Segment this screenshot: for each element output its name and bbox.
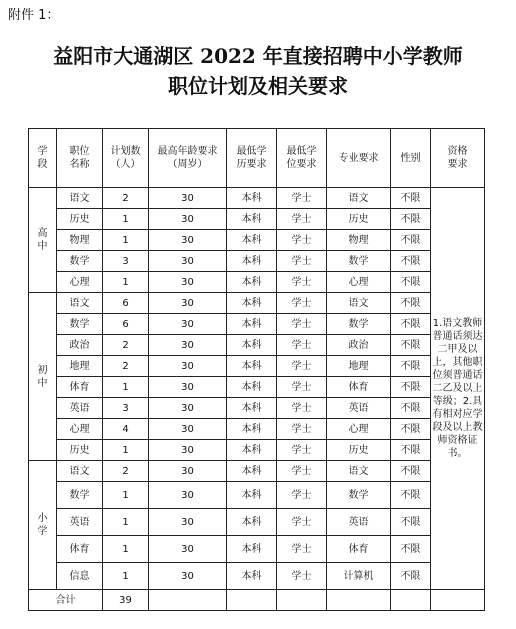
cell-age: 30 bbox=[149, 398, 227, 419]
header-min-education: 最低学 历要求 bbox=[227, 129, 277, 188]
table-row bbox=[29, 419, 485, 440]
header-min-degree: 最低学 位要求 bbox=[277, 129, 327, 188]
cell-position: 语文 bbox=[57, 461, 103, 482]
cell-age: 30 bbox=[149, 482, 227, 509]
table-row bbox=[29, 314, 485, 335]
header-row bbox=[29, 129, 485, 188]
table-row bbox=[29, 293, 485, 314]
total-value: 39 bbox=[103, 590, 149, 611]
total-empty-cell bbox=[227, 590, 277, 611]
page-subtitle: 职位计划及相关要求 bbox=[168, 74, 348, 98]
cell-gender: 不限 bbox=[391, 377, 431, 398]
cell-age: 30 bbox=[149, 335, 227, 356]
cell-quota: 2 bbox=[103, 188, 149, 209]
cell-quota: 4 bbox=[103, 419, 149, 440]
header-max-age: 最高年龄要求 （周岁） bbox=[149, 129, 227, 188]
cell-quota: 6 bbox=[103, 314, 149, 335]
table-row bbox=[29, 251, 485, 272]
cell-quota: 1 bbox=[103, 536, 149, 563]
cell-major: 计算机 bbox=[327, 563, 391, 590]
recruitment-plan-table bbox=[28, 128, 485, 611]
cell-gender: 不限 bbox=[391, 419, 431, 440]
cell-age: 30 bbox=[149, 314, 227, 335]
cell-degree: 学士 bbox=[277, 536, 327, 563]
cell-education: 本科 bbox=[227, 230, 277, 251]
cell-quota: 3 bbox=[103, 251, 149, 272]
cell-gender: 不限 bbox=[391, 509, 431, 536]
cell-quota: 6 bbox=[103, 293, 149, 314]
header-gender: 性别 bbox=[391, 129, 431, 188]
cell-education: 本科 bbox=[227, 335, 277, 356]
cell-gender: 不限 bbox=[391, 356, 431, 377]
cell-gender: 不限 bbox=[391, 563, 431, 590]
cell-major: 心理 bbox=[327, 272, 391, 293]
cell-degree: 学士 bbox=[277, 563, 327, 590]
total-empty-cell bbox=[391, 590, 431, 611]
cell-position: 心理 bbox=[57, 272, 103, 293]
cell-gender: 不限 bbox=[391, 440, 431, 461]
cell-major: 数学 bbox=[327, 314, 391, 335]
cell-age: 30 bbox=[149, 188, 227, 209]
cell-major: 体育 bbox=[327, 377, 391, 398]
cell-quota: 1 bbox=[103, 272, 149, 293]
table-row bbox=[29, 272, 485, 293]
cell-age: 30 bbox=[149, 461, 227, 482]
cell-gender: 不限 bbox=[391, 209, 431, 230]
header-position: 职位 名称 bbox=[57, 129, 103, 188]
cell-position: 语文 bbox=[57, 293, 103, 314]
section-primary-school: 小 学 bbox=[29, 461, 57, 590]
cell-degree: 学士 bbox=[277, 230, 327, 251]
cell-major: 语文 bbox=[327, 461, 391, 482]
cell-age: 30 bbox=[149, 356, 227, 377]
cell-position: 历史 bbox=[57, 209, 103, 230]
cell-gender: 不限 bbox=[391, 398, 431, 419]
cell-gender: 不限 bbox=[391, 536, 431, 563]
total-label: 合计 bbox=[29, 590, 103, 611]
cell-degree: 学士 bbox=[277, 293, 327, 314]
cell-gender: 不限 bbox=[391, 188, 431, 209]
cell-education: 本科 bbox=[227, 314, 277, 335]
cell-education: 本科 bbox=[227, 356, 277, 377]
cell-gender: 不限 bbox=[391, 251, 431, 272]
cell-quota: 1 bbox=[103, 563, 149, 590]
cell-major: 语文 bbox=[327, 293, 391, 314]
cell-degree: 学士 bbox=[277, 356, 327, 377]
cell-gender: 不限 bbox=[391, 482, 431, 509]
cell-age: 30 bbox=[149, 536, 227, 563]
cell-education: 本科 bbox=[227, 536, 277, 563]
table-row bbox=[29, 188, 485, 209]
cell-degree: 学士 bbox=[277, 398, 327, 419]
total-empty-cell bbox=[149, 590, 227, 611]
table-row bbox=[29, 461, 485, 482]
cell-degree: 学士 bbox=[277, 188, 327, 209]
table-row bbox=[29, 335, 485, 356]
cell-quota: 1 bbox=[103, 482, 149, 509]
total-empty-cell bbox=[327, 590, 391, 611]
table-row bbox=[29, 563, 485, 590]
cell-degree: 学士 bbox=[277, 209, 327, 230]
cell-major: 物理 bbox=[327, 230, 391, 251]
cell-education: 本科 bbox=[227, 251, 277, 272]
cell-degree: 学士 bbox=[277, 377, 327, 398]
section-middle-school: 初 中 bbox=[29, 293, 57, 461]
header-section: 学 段 bbox=[29, 129, 57, 188]
cell-major: 英语 bbox=[327, 509, 391, 536]
cell-gender: 不限 bbox=[391, 272, 431, 293]
table-row bbox=[29, 536, 485, 563]
table-row bbox=[29, 356, 485, 377]
cell-age: 30 bbox=[149, 563, 227, 590]
cell-position: 英语 bbox=[57, 509, 103, 536]
cell-education: 本科 bbox=[227, 293, 277, 314]
table-row bbox=[29, 509, 485, 536]
cell-education: 本科 bbox=[227, 509, 277, 536]
table-row bbox=[29, 440, 485, 461]
total-row bbox=[29, 590, 485, 611]
cell-age: 30 bbox=[149, 293, 227, 314]
cell-position: 数学 bbox=[57, 482, 103, 509]
cell-quota: 3 bbox=[103, 398, 149, 419]
cell-quota: 2 bbox=[103, 461, 149, 482]
cell-education: 本科 bbox=[227, 440, 277, 461]
cell-age: 30 bbox=[149, 209, 227, 230]
cell-gender: 不限 bbox=[391, 230, 431, 251]
total-empty-cell bbox=[277, 590, 327, 611]
cell-gender: 不限 bbox=[391, 461, 431, 482]
cell-degree: 学士 bbox=[277, 335, 327, 356]
cell-degree: 学士 bbox=[277, 509, 327, 536]
cell-degree: 学士 bbox=[277, 482, 327, 509]
cell-position: 心理 bbox=[57, 419, 103, 440]
cell-major: 政治 bbox=[327, 335, 391, 356]
cell-quota: 2 bbox=[103, 356, 149, 377]
cell-position: 政治 bbox=[57, 335, 103, 356]
section-high-school: 高 中 bbox=[29, 188, 57, 293]
cell-quota: 1 bbox=[103, 509, 149, 536]
cell-education: 本科 bbox=[227, 209, 277, 230]
total-empty-cell bbox=[431, 590, 485, 611]
cell-education: 本科 bbox=[227, 188, 277, 209]
cell-major: 数学 bbox=[327, 251, 391, 272]
cell-education: 本科 bbox=[227, 563, 277, 590]
page-title: 益阳市大通湖区 2022 年直接招聘中小学教师 bbox=[53, 44, 463, 68]
cell-education: 本科 bbox=[227, 272, 277, 293]
header-qualification: 资格 要求 bbox=[431, 129, 485, 188]
cell-age: 30 bbox=[149, 419, 227, 440]
table-row bbox=[29, 482, 485, 509]
cell-age: 30 bbox=[149, 251, 227, 272]
cell-position: 信息 bbox=[57, 563, 103, 590]
cell-major: 历史 bbox=[327, 209, 391, 230]
cell-major: 语文 bbox=[327, 188, 391, 209]
cell-position: 语文 bbox=[57, 188, 103, 209]
cell-quota: 1 bbox=[103, 440, 149, 461]
cell-gender: 不限 bbox=[391, 314, 431, 335]
header-quota: 计划数 （人） bbox=[103, 129, 149, 188]
cell-age: 30 bbox=[149, 272, 227, 293]
cell-position: 体育 bbox=[57, 377, 103, 398]
cell-degree: 学士 bbox=[277, 272, 327, 293]
cell-degree: 学士 bbox=[277, 251, 327, 272]
table-row bbox=[29, 209, 485, 230]
cell-degree: 学士 bbox=[277, 440, 327, 461]
cell-age: 30 bbox=[149, 230, 227, 251]
cell-major: 数学 bbox=[327, 482, 391, 509]
cell-quota: 1 bbox=[103, 209, 149, 230]
cell-major: 心理 bbox=[327, 419, 391, 440]
cell-education: 本科 bbox=[227, 398, 277, 419]
qualification-requirements: 1.语文教师普通话须达二甲及以上，其他职位须普通话二乙及以上等级；2.具有相对应学段及以上教师资格证书。 bbox=[431, 188, 485, 590]
attachment-label: 附件 1： bbox=[8, 8, 60, 23]
cell-quota: 1 bbox=[103, 377, 149, 398]
cell-degree: 学士 bbox=[277, 314, 327, 335]
cell-degree: 学士 bbox=[277, 419, 327, 440]
cell-gender: 不限 bbox=[391, 335, 431, 356]
cell-quota: 2 bbox=[103, 335, 149, 356]
cell-education: 本科 bbox=[227, 482, 277, 509]
cell-education: 本科 bbox=[227, 377, 277, 398]
cell-position: 数学 bbox=[57, 251, 103, 272]
table-row bbox=[29, 377, 485, 398]
cell-position: 英语 bbox=[57, 398, 103, 419]
cell-major: 地理 bbox=[327, 356, 391, 377]
cell-position: 地理 bbox=[57, 356, 103, 377]
cell-position: 体育 bbox=[57, 536, 103, 563]
cell-age: 30 bbox=[149, 377, 227, 398]
cell-major: 英语 bbox=[327, 398, 391, 419]
cell-major: 历史 bbox=[327, 440, 391, 461]
table-row bbox=[29, 230, 485, 251]
cell-age: 30 bbox=[149, 440, 227, 461]
cell-position: 物理 bbox=[57, 230, 103, 251]
cell-degree: 学士 bbox=[277, 461, 327, 482]
cell-education: 本科 bbox=[227, 419, 277, 440]
cell-gender: 不限 bbox=[391, 293, 431, 314]
cell-position: 历史 bbox=[57, 440, 103, 461]
cell-major: 体育 bbox=[327, 536, 391, 563]
table-row bbox=[29, 398, 485, 419]
cell-quota: 1 bbox=[103, 230, 149, 251]
cell-position: 数学 bbox=[57, 314, 103, 335]
cell-education: 本科 bbox=[227, 461, 277, 482]
header-major: 专业要求 bbox=[327, 129, 391, 188]
cell-age: 30 bbox=[149, 509, 227, 536]
